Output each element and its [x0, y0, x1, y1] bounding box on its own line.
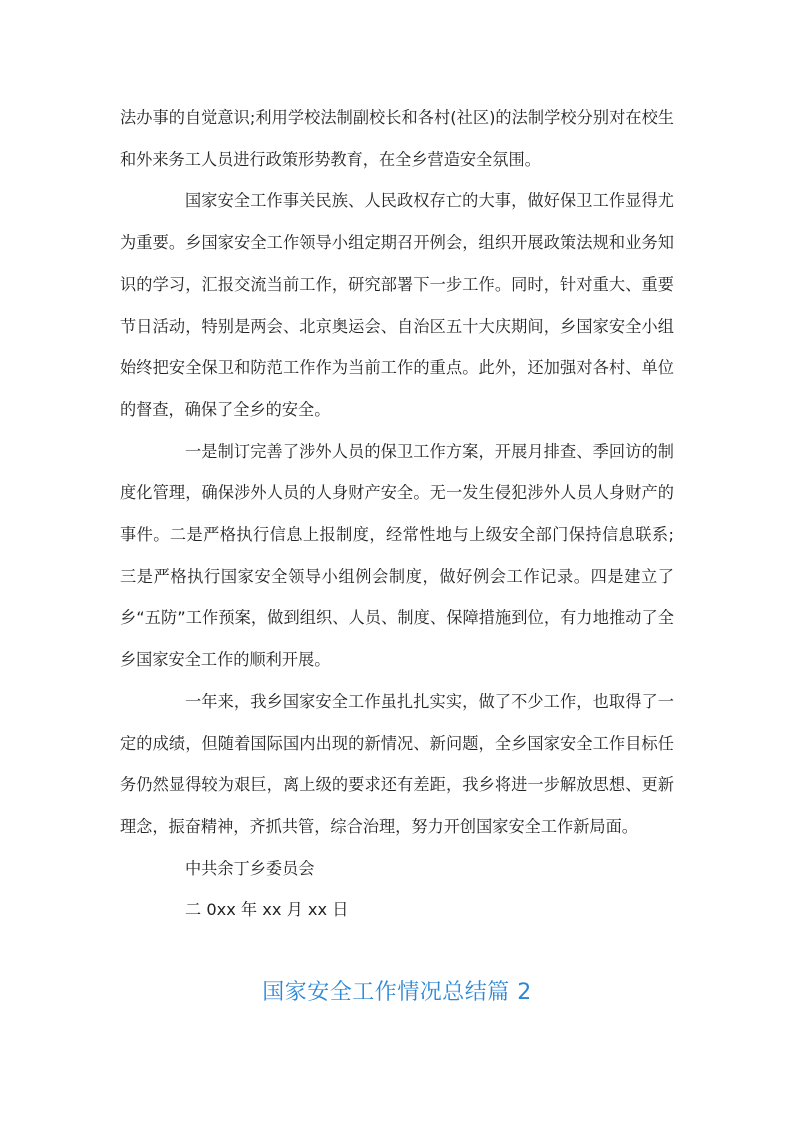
- signature-organization: 中共余丁乡委员会: [185, 858, 315, 878]
- paragraph-continuation: 法办事的自觉意识;利用学校法制副校长和各村(社区)的法制学校分别对在校生和外来务工人员进行政策形势教育，在全乡营造安全氛围。: [120, 108, 674, 169]
- paragraph-summary: 一年来，我乡国家安全工作虽扎扎实实，做了不少工作，也取得了一定的成绩，但随着国际国内出现的新情况、新问题，全乡国家安全工作目标任务仍然显得较为艰巨，离上级的要求还有差距，我乡将进一步解放思想、更新理念，振奋精神，齐抓共管，综合治理，努力开创国家安全工作新局面。: [120, 691, 674, 836]
- document-body: [120, 97, 674, 931]
- next-section-title: 国家安全工作情况总结篇 2: [262, 980, 532, 1005]
- signature-date: 二 0xx 年 xx 月 xx 日: [185, 900, 349, 920]
- paragraph-national-security-importance: 国家安全工作事关民族、人民政权存亡的大事，做好保卫工作显得尤为重要。乡国家安全工作领导小组定期召开例会，组织开展政策法规和业务知识的学习，汇报交流当前工作，研究部署下一步工作。同时，针对重大、重要节日活动，特别是两会、北京奥运会、自治区五十大庆期间，乡国家安全小组始终把安全保卫和防范工作作为当前工作的重点。此外，还加强对各村、单位的督查，确保了全乡的安全。: [120, 191, 674, 419]
- paragraph-measures: 一是制订完善了涉外人员的保卫工作方案，开展月排查、季回访的制度化管理，确保涉外人员的人身财产安全。无一发生侵犯涉外人员人身财产的事件。二是严格执行信息上报制度，经常性地与上级安全部门保持信息联系;三是严格执行国家安全领导小组例会制度，做好例会工作记录。四是建立了乡“五防”工作预案，做到组织、人员、制度、保障措施到位，有力地推动了全乡国家安全工作的顺利开展。: [120, 441, 674, 670]
